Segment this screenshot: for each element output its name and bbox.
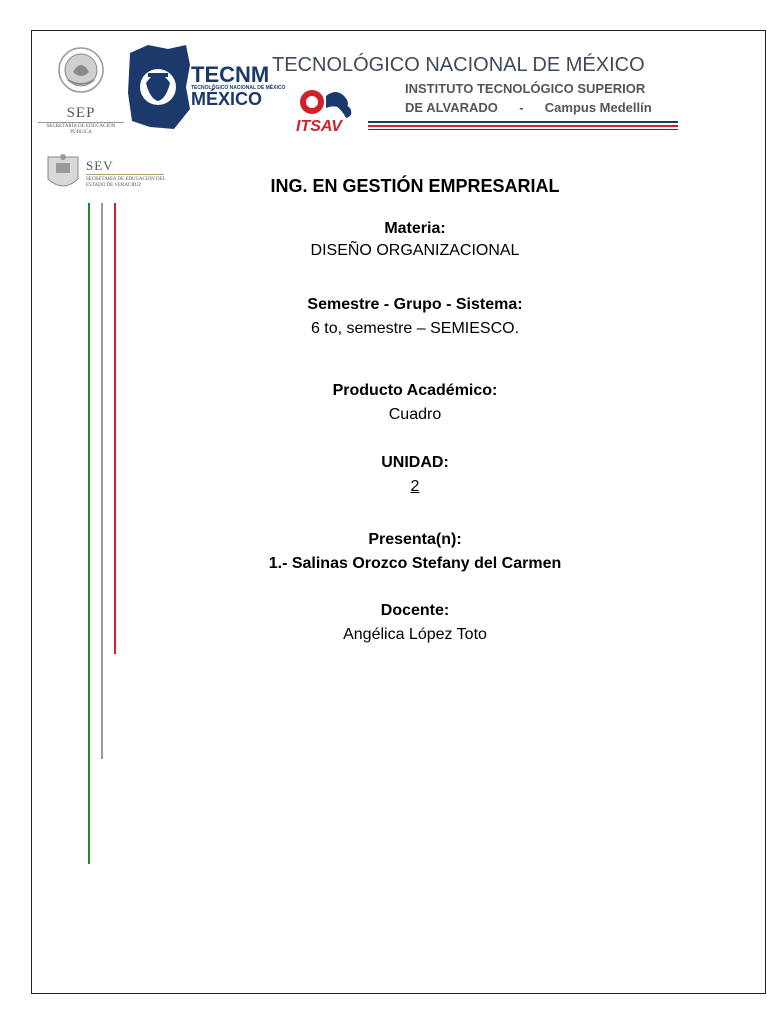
decor-line-gray: [101, 203, 103, 759]
presenter-value: 1.- Salinas Orozco Stefany del Carmen: [268, 555, 562, 572]
unit-label: UNIDAD:: [381, 454, 449, 471]
header-stripe-blue-2: [368, 129, 678, 130]
sev-divider: [86, 174, 164, 175]
unit-value: 2: [410, 478, 420, 495]
itsav-logo-text: ITSAV: [296, 118, 342, 135]
semester-label: Semestre - Grupo - Sistema:: [307, 296, 523, 313]
campus-line-2: [405, 100, 652, 115]
decor-line-green: [88, 203, 90, 864]
header-stripe-red: [368, 125, 678, 127]
semester-value: 6 to, semestre – SEMIESCO.: [310, 320, 520, 337]
decor-line-red: [114, 203, 116, 654]
header-stripe-blue: [368, 121, 678, 123]
product-value: Cuadro: [388, 406, 442, 423]
campus-line-2-right: Campus Medellín: [544, 100, 652, 115]
campus-line-1: INSTITUTO TECNOLÓGICO SUPERIOR: [405, 81, 646, 96]
subject-label: Materia:: [384, 220, 446, 237]
tecnm-logo-text: TECNM: [191, 62, 270, 87]
sev-logo-subtitle: SECRETARÍA DE EDUCACIÓN DEL ESTADO DE VERACRUZ: [86, 177, 166, 188]
tecnm-logo-small-text: TECNOLÓGICO NACIONAL DE MÉXICO: [191, 85, 286, 91]
tecnm-logo-mexico-text: MÉXICO: [191, 89, 263, 109]
campus-line-2-left: DE ALVARADO: [405, 100, 498, 115]
sep-logo-subtitle: SECRETARÍA DE EDUCACIÓN PÚBLICA: [46, 124, 116, 135]
presenter-label: Presenta(n):: [368, 531, 462, 548]
teacher-label: Docente:: [380, 602, 450, 619]
institution-title: TECNOLÓGICO NACIONAL DE MÉXICO: [272, 54, 645, 76]
subject-value: DISEÑO ORGANIZACIONAL: [310, 242, 520, 259]
sev-logo-label: SEV: [86, 158, 114, 173]
campus-line-2-separator: -: [519, 100, 524, 115]
sep-divider: [38, 122, 124, 123]
product-label: Producto Académico:: [332, 382, 498, 399]
career-title: ING. EN GESTIÓN EMPRESARIAL: [270, 176, 560, 196]
teacher-value: Angélica López Toto: [343, 626, 487, 643]
sep-logo-label: SEP: [66, 105, 96, 121]
